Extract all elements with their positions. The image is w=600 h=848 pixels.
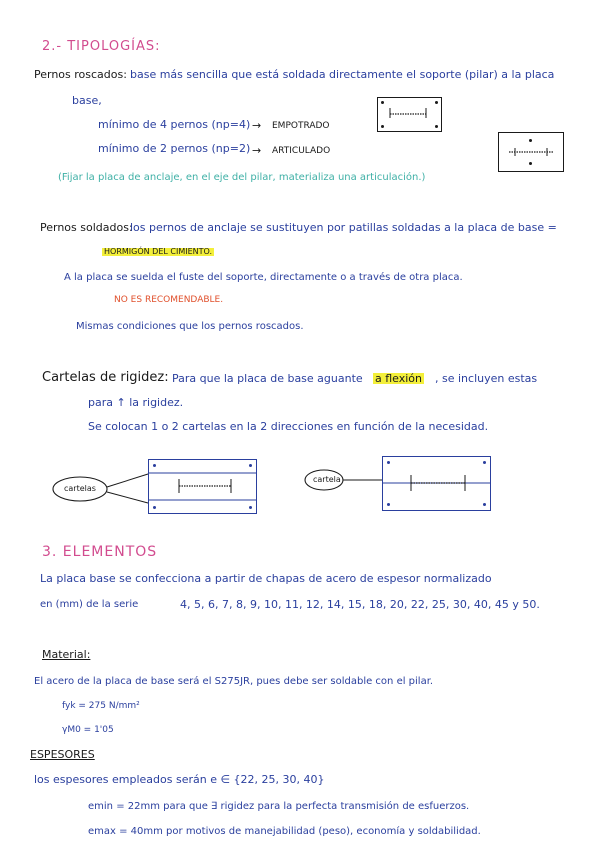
- cartelas-text-b: , se incluyen estas: [435, 372, 538, 385]
- cartelas-colocan-text: Se colocan 1 o 2 cartelas en la 2 direcciones en función de la necesidad.: [88, 420, 489, 433]
- cartelas-text-a: Para que la placa de base aguante: [172, 372, 363, 385]
- flexion-highlight: a flexión: [375, 372, 423, 385]
- emax-text: emax = 40mm por motivos de manejabilidad (peso), economía y soldabilidad.: [88, 826, 481, 837]
- espesores-text: los espesores empleados serán e ∈ {22, 25, 30, 40}: [34, 773, 325, 786]
- cartelas-label: Cartelas de rigidez:: [42, 370, 169, 385]
- serie-label: en (mm) de la serie: [40, 599, 139, 610]
- plate-2-cartelas-sketch: [148, 459, 257, 514]
- articulado-label: ARTICULADO: [272, 146, 331, 156]
- empotrado-label: EMPOTRADO: [272, 121, 330, 131]
- min-4-pernos: mínimo de 4 pernos (np=4): [98, 118, 251, 131]
- plate-1-cartela-sketch: [382, 456, 491, 511]
- pernos-roscados-text: base más sencilla que está soldada directamente el soporte (pilar) a la placa: [130, 68, 555, 81]
- arrow-right-icon: →: [252, 144, 262, 157]
- material-text: El acero de la placa de base será el S275JR, pues debe ser soldable con el pilar.: [34, 676, 434, 687]
- fuste-text: A la placa se suelda el fuste del soporte, directamente o a través de otra placa.: [64, 272, 463, 283]
- fyk-value: fyk = 275 N/mm²: [62, 701, 140, 711]
- plate-2-bolts-sketch: [498, 132, 564, 172]
- pernos-soldados-label: Pernos soldados:: [40, 221, 133, 234]
- pernos-roscados-label: Pernos roscados:: [34, 68, 127, 81]
- confecciona-text: La placa base se confecciona a partir de chapas de acero de espesor normalizado: [40, 572, 492, 585]
- pernos-roscados-text-2: base,: [72, 94, 102, 107]
- section-3-title: 3. ELEMENTOS: [42, 544, 158, 560]
- section-2-title: 2.- TIPOLOGÍAS:: [42, 39, 161, 54]
- serie-values: 4, 5, 6, 7, 8, 9, 10, 11, 12, 14, 15, 18, 20, 22, 25, 30, 40, 45 y 50.: [180, 598, 540, 611]
- material-heading: Material:: [42, 648, 91, 661]
- cartela-bubble-label: cartela: [313, 475, 341, 484]
- emin-text: emin = 22mm para que ∃ rigidez para la perfecta transmisión de esfuerzos.: [88, 801, 470, 812]
- pernos-soldados-text: los pernos de anclaje se sustituyen por patillas soldadas a la placa de base =: [130, 221, 557, 234]
- no-recomendable-warning: NO ES RECOMENDABLE.: [114, 295, 224, 305]
- rigidez-text: para ↑ la rigidez.: [88, 396, 184, 409]
- min-2-pernos: mínimo de 2 pernos (np=2): [98, 142, 251, 155]
- articulacion-note: (Fijar la placa de anclaje, en el eje del pilar, materializa una articulación.): [58, 172, 426, 183]
- arrow-right-icon: →: [252, 119, 262, 132]
- espesores-heading: ESPESORES: [30, 748, 95, 761]
- gamma-value: γM0 = 1'05: [62, 725, 114, 735]
- mismas-condiciones-text: Mismas condiciones que los pernos roscados.: [76, 321, 304, 332]
- cartelas-bubble-label: cartelas: [64, 484, 96, 493]
- plate-4-bolts-sketch: [377, 97, 442, 132]
- hormigon-highlight: HORMIGÓN DEL CIMIENTO.: [104, 247, 213, 256]
